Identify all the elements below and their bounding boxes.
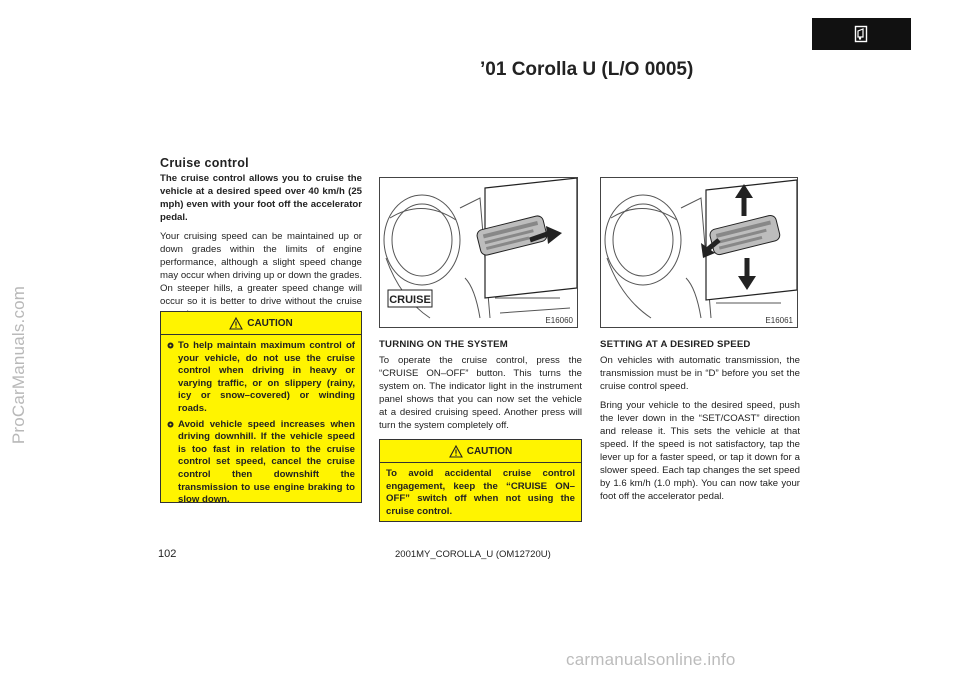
dashboard-illustration [380, 178, 577, 327]
caution-title: CAUTION [466, 445, 513, 457]
figure-cruise-button [379, 177, 578, 328]
setting-para-2: Bring your vehicle to the desired speed, push the lever down in the “SET/COAST” direction and release it. This sets the vehicle at that speed. If the speed is not satisfactory, tap the lever up for a faster speed, or tap it down for a slower speed. Each tap changes the set speed by 1.6 km/h (1.0 mph). You can now take your foot off the accelerator pedal. [600, 400, 800, 502]
turning-on-heading: TURNING ON THE SYSTEM [379, 339, 508, 350]
car-side-icon [854, 25, 868, 43]
warning-triangle-icon [229, 317, 243, 330]
setting-column [600, 338, 800, 509]
setting-heading: SETTING AT A DESIRED SPEED [600, 339, 751, 350]
caution-bullet [167, 419, 355, 507]
caution-header [161, 312, 361, 335]
turning-on-text: To operate the cruise control, press the “CRUISE ON–OFF” button. This turns the system on. The indicator light in the instrument panel shows that you can now set the vehicle at a desired cruising speed. Another press will turn the system completely off. [379, 355, 582, 431]
bullet-icon [167, 419, 178, 507]
bottom-watermark: carmanualsonline.info [566, 650, 736, 669]
setting-para-1: On vehicles with automatic transmission, the transmission must be in “D” before you set the cruise control speed. [600, 355, 800, 392]
model-title: ’01 Corolla U (L/O 0005) [480, 59, 694, 80]
caution-bullet-text: To help maintain maximum control of your vehicle, do not use the cruise control when driving in heavy or varying traffic, or on slippery (rainy, icy or snow–covered) or winding roads. [178, 340, 355, 414]
section-tab [812, 18, 911, 50]
intro-body-text: Your cruising speed can be maintained up or down grades within the limits of engine performance, although a slight speed change may occur when driving up or down the grades. On steeper hills, a greater speed change will occur so it is better to drive without the cruise [160, 231, 362, 307]
cruise-indicator-label: CRUISE [389, 294, 431, 306]
turning-on-column [379, 338, 582, 438]
figure-code: E16061 [765, 316, 793, 325]
warning-triangle-icon [449, 445, 463, 458]
caution-body [161, 335, 361, 507]
caution-box-2 [379, 439, 582, 522]
caution-box-1 [160, 311, 362, 506]
lever-illustration [601, 178, 797, 327]
caution-text: To avoid accidental cruise control engagement, keep the “CRUISE ON–OFF” switch off when not using the cruise control. [386, 468, 575, 517]
caution-bullet-text: Avoid vehicle speed increases when driving downhill. If the vehicle speed is too fast in relation to the cruise control set speed, cancel the cruise control then downshift the transmission to use engine braking to slow down. [178, 418, 355, 506]
side-watermark: ProCarManuals.com [9, 285, 28, 445]
caution-body [380, 463, 581, 518]
caution-bullet [167, 340, 355, 416]
figure-set-speed [600, 177, 798, 328]
section-heading: Cruise control [160, 156, 249, 170]
caution-title: CAUTION [247, 317, 293, 329]
bullet-icon [167, 340, 178, 416]
caution-header [380, 440, 581, 463]
page-number: 102 [158, 548, 177, 560]
intro-bold-text: The cruise control allows you to cruise the vehicle at a desired speed over 40 km/h (25 mph) even with your foot off the accelerator pedal. [160, 173, 362, 223]
footer-code: 2001MY_COROLLA_U (OM12720U) [395, 549, 551, 560]
figure-code: E16060 [545, 316, 573, 325]
intro-column [160, 172, 362, 327]
